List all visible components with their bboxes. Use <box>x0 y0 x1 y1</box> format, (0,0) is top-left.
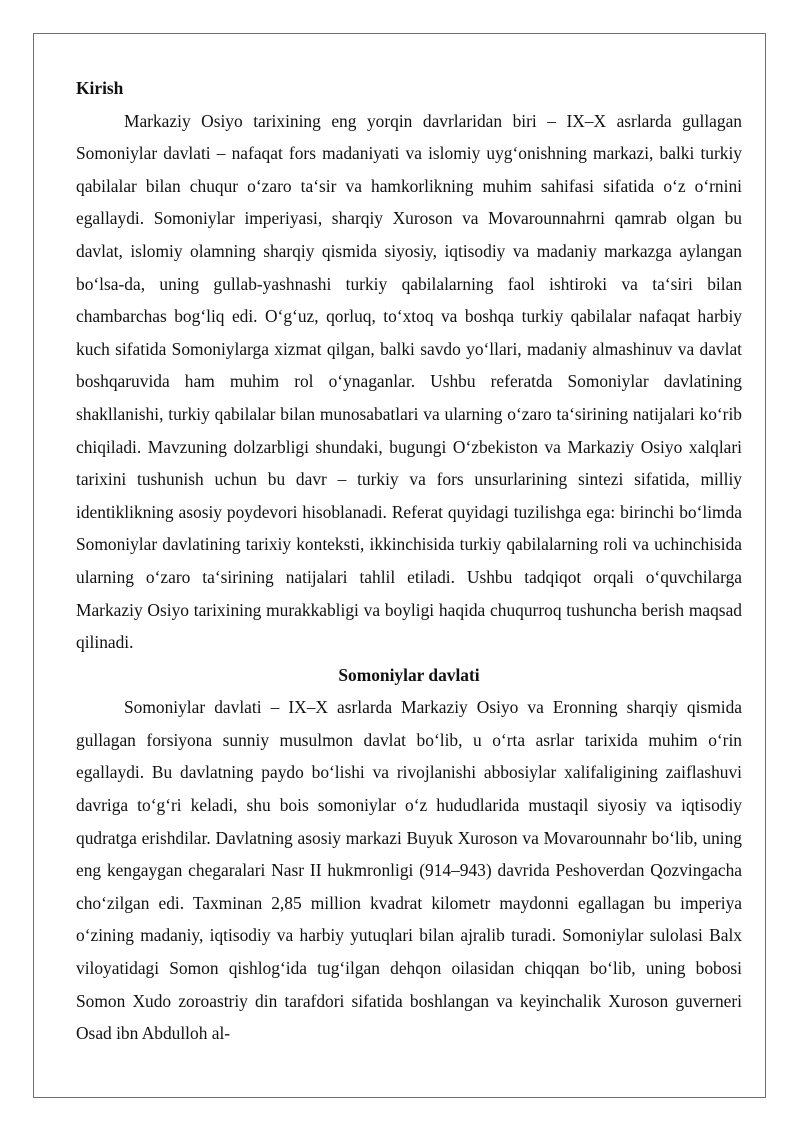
paragraph-kirish: Markaziy Osiyo tarixining eng yorqin davrlaridan biri – IX–X asrlarda gullagan Somoniylar davlati – nafaqat fors madaniyati va islomiy uygʻonishning markazi, balki turkiy qabilalar bilan chuqur oʻzaro taʻsir va hamkorlikning muhim sahifasi sifatida oʻz oʻrnini egallaydi. Somoniylar imperiyasi, sharqiy Xuroson va Movarounnahrni qamrab olgan bu davlat, islomiy olamning sharqiy qismida siyosiy, iqtisodiy va madaniy markazga aylangan boʻlsa-da, uning gullab-yashnashi turkiy qabilalarning faol ishtiroki va taʻsiri bilan chambarchas bogʻliq edi. Oʻgʻuz, qorluq, toʻxtoq va boshqa turkiy qabilalar nafaqat harbiy kuch sifatida Somoniylarga xizmat qilgan, balki savdo yoʻllari, madaniy almashinuv va davlat boshqaruvida ham muhim rol oʻynaganlar. Ushbu referatda Somoniylar davlatining shakllanishi, turkiy qabilalar bilan munosabatlari va ularning oʻzaro taʻsirining natijalari koʻrib chiqiladi. Mavzuning dolzarbligi shundaki, bugungi Oʻzbekiston va Markaziy Osiyo xalqlari tarixini tushunish uchun bu davr – turkiy va fors unsurlarining sintezi sifatida, milliy identiklikning asosiy poydevori hisoblanadi. Referat quyidagi tuzilishga ega: birinchi boʻlimda Somoniylar davlatining tarixiy konteksti, ikkinchisida turkiy qabilalarning roli va uchinchisida ularning oʻzaro taʻsirining natijalari tahlil etiladi. Ushbu tadqiqot orqali oʻquvchilarga Markaziy Osiyo tarixining murakkabligi va boyligi haqida chuqurroq tushuncha berish maqsad qilinadi. <box>76 110 742 653</box>
paragraph-somoniylar: Somoniylar davlati – IX–X asrlarda Markaziy Osiyo va Eronning sharqiy qismida gullagan forsiyona sunniy musulmon davlat boʻlib, u oʻrta asrlar tarixida muhim oʻrin egallaydi. Bu davlatning paydo boʻlishi va rivojlanishi abbosiylar xalifaligining zaiflashuvi davriga toʻgʻri keladi, shu bois somoniylar oʻz hududlarida mustaqil siyosiy va iqtisodiy qudratga erishdilar. Davlatning asosiy markazi Buyuk Xuroson va Movarounnahr boʻlib, uning eng kengaygan chegaralari Nasr II hukmronligi (914–943) davrida Peshoverdan Qozvingacha choʻzilgan edi. Taxminan 2,85 million kvadrat kilometr maydonni egallagan bu imperiya oʻzining madaniy, iqtisodiy va harbiy yutuqlari bilan ajralib turadi. Somoniylar sulolasi Balx viloyatidagi Somon qishlogʻida tugʻilgan dehqon oilasidan chiqqan boʻlib, uning bobosi Somon Xudo zoroastriy din tarafdori sifatida boshlangan va keyinchalik Xuroson guverneri Osad ibn Abdulloh al- <box>76 697 742 1044</box>
section-heading-somoniylar: Somoniylar davlati <box>338 664 480 685</box>
section-heading-kirish: Kirish <box>76 78 124 98</box>
document-body <box>76 72 742 1050</box>
